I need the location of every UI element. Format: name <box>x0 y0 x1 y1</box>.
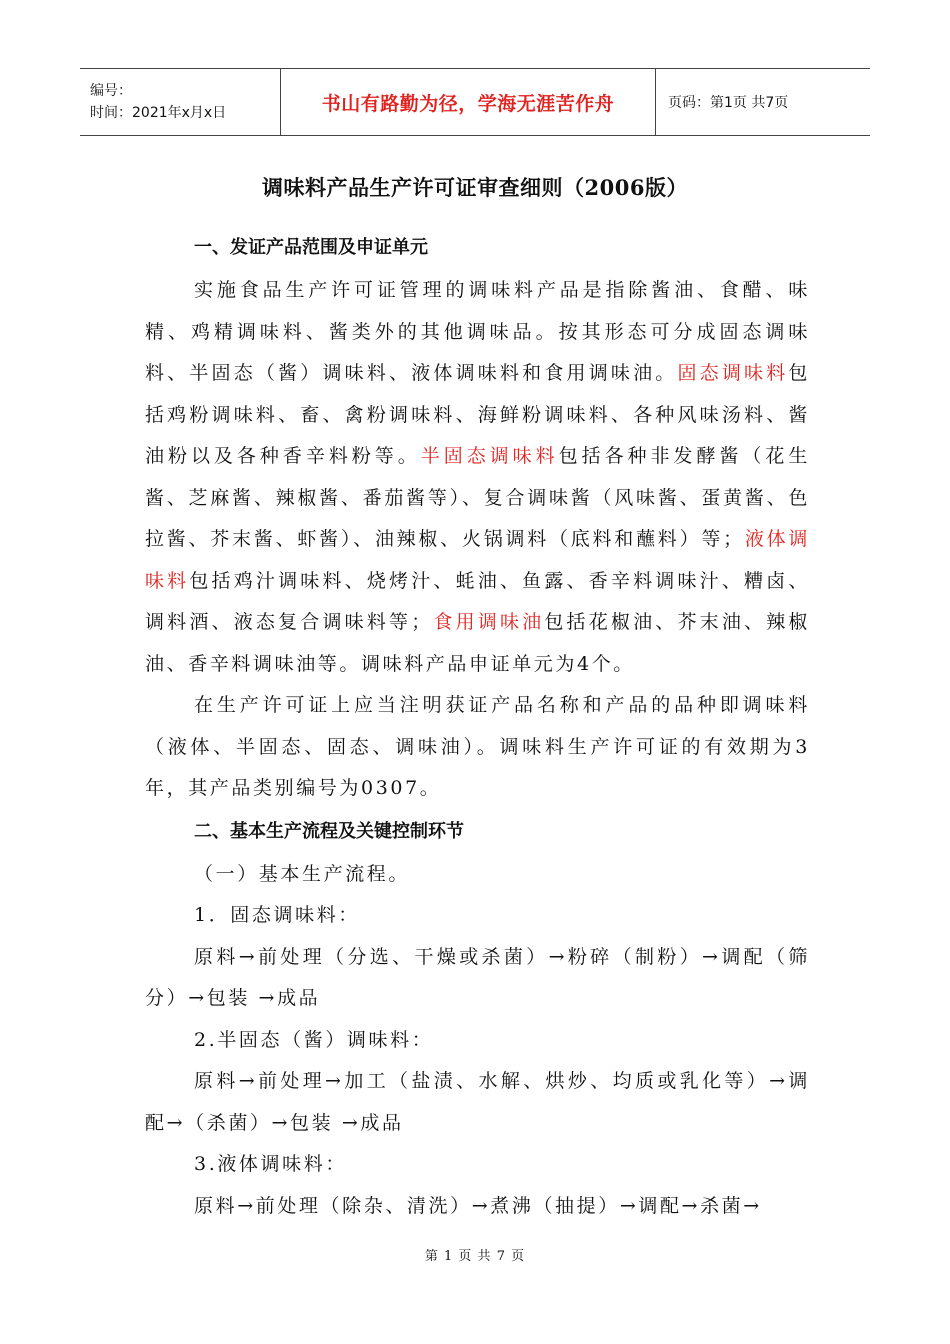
paragraph-text: 包括鸡粉调味料、畜、禽粉调味料、海鲜粉调味料、各种风味汤料、酱油粉以及各种香辛料粉等。 <box>145 362 810 467</box>
highlight-liquid-seasoning: 液体调味料 <box>145 528 810 592</box>
header-motto-cell <box>280 69 656 135</box>
paragraph-text: 实施食品生产许可证管理的调味料产品是指除酱油、食醋、味精、鸡精调味料、酱类外的其他调味品。按其形态可分成固态调味料、半固态（酱）调味料、液体调味料和食用调味油。 <box>145 279 810 384</box>
paragraph-text: 包括花椒油、芥末油、辣椒油、香辛料调味油等。调味料产品申证单元为4个。 <box>145 611 810 675</box>
highlight-solid-seasoning: 固态调味料 <box>677 362 789 384</box>
document-number-label: 编号： <box>90 83 132 99</box>
page-footer: 第 1 页 共 7 页 <box>424 1249 526 1264</box>
highlight-semi-solid-seasoning: 半固态调味料 <box>420 445 559 467</box>
section-heading-2: 二、基本生产流程及关键控制环节 <box>194 820 464 842</box>
item-title-solid: 1．固态调味料： <box>194 904 360 926</box>
paragraph-text: 包括鸡汁调味料、烧烤汁、蚝油、鱼露、香辛料调味汁、糟卤、调料酒、液态复合调味料等； <box>145 569 810 633</box>
header-motto: 书山有路勤为径，学海无涯苦作舟 <box>321 92 615 115</box>
header-meta <box>80 69 280 135</box>
item-flow-solid: 原料→前处理（分选、干燥或杀菌）→粉碎（制粉）→调配（筛分）→包装 →成品 <box>145 945 810 1009</box>
highlight-seasoning-oil: 食用调味油 <box>432 611 545 633</box>
paragraph-product-scope <box>145 270 810 685</box>
subsection-heading: （一）基本生产流程。 <box>194 862 411 885</box>
page-header <box>80 68 870 136</box>
paragraph-text: 包括各种非发酵酱（花生酱、芝麻酱、辣椒酱、番茄酱等）、复合调味酱（风味酱、蛋黄酱、色拉酱、芥末酱、虾酱）、油辣椒、火锅调料（底料和蘸料）等； <box>145 445 810 550</box>
item-title-liquid: 3.液体调味料： <box>194 1153 347 1175</box>
item-title-semi-solid: 2.半固态（酱）调味料： <box>194 1028 434 1051</box>
document-title: 调味料产品生产许可证审查细则（2006版） <box>262 175 688 200</box>
document-body <box>145 226 810 1227</box>
item-flow-semi-solid: 原料→前处理→加工（盐渍、水解、烘炒、均质或乳化等）→调配→（杀菌）→包装 →成品 <box>145 1070 810 1134</box>
document-date-label: 时间：2021年x月x日 <box>90 105 227 121</box>
header-page-info: 页码：第1页 共7页 <box>668 95 789 111</box>
item-flow-liquid: 原料→前处理（除杂、清洗）→煮沸（抽提）→调配→杀菌→ <box>194 1194 762 1217</box>
section-heading-1: 一、发证产品范围及申证单元 <box>194 237 428 258</box>
paragraph-license-info: 在生产许可证上应当注明获证产品名称和产品的品种即调味料（液体、半固态、固态、调味油）。调味料生产许可证的有效期为3年，其产品类别编号为0307。 <box>145 694 810 799</box>
